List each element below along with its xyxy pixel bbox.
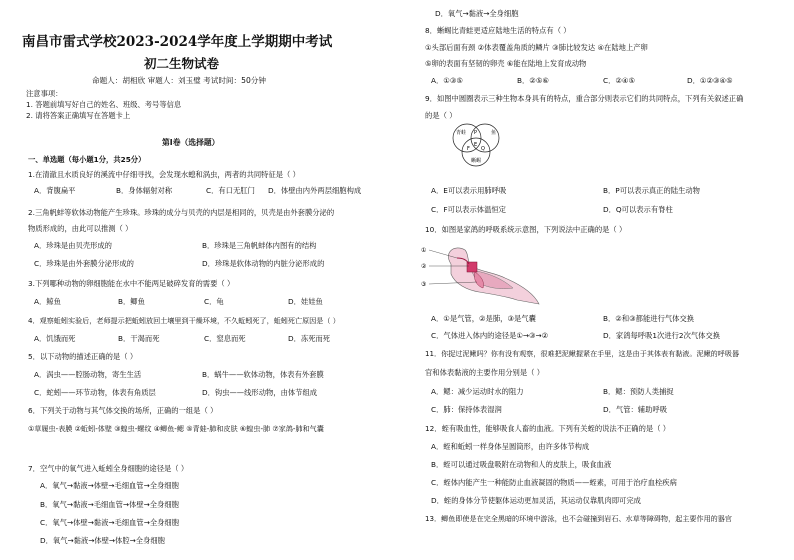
option: B．鲫鱼	[118, 297, 145, 306]
question-5: 5．以下动物的描述正确的是（ ）	[28, 352, 138, 361]
question-7: 7．空气中的氧气进入蚯蚓全身细胞的途径是（ ）	[28, 464, 189, 473]
notes-heading: 注意事项：	[26, 89, 63, 98]
option: A．珍珠是由贝壳形成的	[34, 241, 112, 250]
option: C．氧气→体壁→黏液→毛细血管→全身细胞	[40, 518, 180, 527]
option: D．氧气→黏液→体壁→体腔→全身细胞	[40, 536, 165, 545]
diagram-label: ①	[421, 247, 427, 254]
venn-label: 青蛙	[456, 130, 467, 136]
option: C．蛭体内能产生一种能防止血液凝固的物质——蛭素，可用于治疗血栓疾病	[431, 478, 677, 487]
question-3-options	[34, 297, 323, 306]
venn-diagram	[443, 117, 513, 171]
question-12: 12．蛭有吸血性，能够吸食人畜的血液。下列有关蛭的说法不正确的是（ ）	[425, 424, 671, 433]
question-11-options	[431, 387, 674, 396]
option: D．蛭的身体分节使躯体运动更加灵活，其运动仅靠肌肉即可完成	[431, 496, 641, 505]
question-11-options	[431, 405, 667, 414]
question-3: 3.下列哪种动物的卵细胞能在水中不能两足破碎发育的需要（ ）	[28, 279, 235, 288]
venn-label: Q	[481, 146, 485, 152]
option: B．P可以表示真正的陆生动物	[603, 186, 700, 195]
option: C．气体进入体内的途径是①→③→②	[431, 331, 549, 340]
question-8-options	[431, 76, 733, 85]
option: C．②④⑤	[603, 76, 636, 85]
question-9: 9．如图中圆圈表示三种生物本身具有的特点，重合部分则表示它们的共同特点，下列有关叙述正确	[425, 94, 744, 103]
question-9-options	[431, 186, 700, 195]
option: B．身体辐射对称	[116, 186, 173, 195]
option: C．蛇蚓——环节动物，体表有角质层	[34, 388, 156, 397]
question-8: 8．蜥蜴比青蛙更适应陆地生活的特点有（ ）	[425, 26, 571, 35]
venn-label: 鱼	[491, 130, 497, 136]
option: C．窒息而死	[204, 334, 246, 343]
option: A．①③⑤	[431, 76, 463, 85]
exam-meta: 命题人：胡相欣 审题人：刘玉璧 考试时间：50分钟	[92, 76, 266, 85]
option: A．鳃：减少运动时水的阻力	[431, 387, 524, 396]
option: B．氧气→黏液→毛细血管→体壁→全身细胞	[40, 500, 179, 509]
venn-label: E	[474, 142, 478, 148]
option: B．蜗牛——软体动物，体表有外套膜	[202, 370, 324, 379]
option: A．鲸鱼	[34, 297, 61, 306]
question-2-line1: 2.三角帆蚌等软体动物能产生珍珠。珍珠的成分与贝壳的内层是相同的，贝壳是由外套膜分泌的	[28, 208, 335, 217]
question-6-options: ①草履虫-表膜 ②蚯蚓-体壁 ③蝗虫-螺纹 ④鲫鱼-鳃 ⑤青蛙-肺和皮肤 ⑥蝗虫-肺 ⑦家鸽-肺和气囊	[28, 424, 324, 433]
question-9-line2: 的是（ ）	[425, 111, 457, 120]
option: D．娃娃鱼	[288, 297, 323, 306]
option: D．珍珠是软体动物的内脏分泌形成的	[202, 259, 325, 268]
option: D．家鸽每呼吸1次进行2次气体交换	[603, 331, 721, 340]
part-heading: 一、单选题（每小题1分，共25分）	[28, 155, 146, 164]
question-4: 4．观察蚯蚓实验后，老师提示把蚯蚓放回土壤里到干燥环境，不久蚯蚓死了，蚯蚓死亡原因是（ ）	[28, 316, 340, 325]
question-1: 1.在清澈且水质良好的溪流中仔细寻找，会发现水螅和涡虫，两者的共同特征是（ ）	[28, 170, 300, 179]
option: B．珍珠是三角帆蚌体内图有的结构	[202, 241, 317, 250]
question-2-options	[34, 259, 324, 268]
option: C．龟	[204, 297, 224, 306]
option: A．氧气→黏液→体壁→毛细血管→全身细胞	[40, 481, 179, 490]
question-11-line2: 官和体表黏液的主要作用分别是（ ）	[425, 368, 545, 377]
note-item: 1. 答题前填写好自己的姓名、班级、考号等信息	[26, 100, 182, 109]
pigeon-diagram	[421, 242, 541, 308]
option: C．有口无肛门	[206, 186, 255, 195]
question-6: 6．下列关于动物与其气体交换的场所，正确的一组是（ ）	[28, 406, 218, 415]
option: A．E可以表示用肺呼吸	[431, 186, 507, 195]
question-11: 11．你捉过泥鳅吗？你有没有观察，很难把泥鳅握紧在手里，这是由于其体表有黏液。泥鳅的呼吸器	[425, 349, 740, 358]
option: B．②⑤⑥	[517, 76, 549, 85]
pigeon-body	[448, 248, 539, 304]
option: D．体壁由内外两层细胞构成	[268, 186, 362, 195]
option: D．钩虫——线形动物，由体节组成	[202, 388, 318, 397]
question-5-options	[34, 370, 324, 379]
diagram-label: ②	[421, 263, 427, 270]
option: B．②和③都能进行气体交换	[603, 314, 695, 323]
question-2-line2: 物质形成的，由此可以推测（ ）	[28, 224, 133, 233]
exam-subtitle: 初二生物试卷	[144, 56, 220, 71]
question-4-options	[34, 334, 330, 343]
section-title: 第Ⅰ卷（选择题）	[162, 138, 220, 147]
option: C．珍珠是由外套膜分泌形成的	[34, 259, 134, 268]
note-item: 2. 请将答案正确填写在答题卡上	[26, 111, 131, 120]
option: A．饥饿而死	[34, 334, 76, 343]
question-8-statements: ①头部后面有颈 ②体表覆盖角质的鳞片 ③肺比较发达 ④在陆地上产卵	[425, 43, 648, 52]
question-5-options	[34, 388, 317, 397]
option: A．背腹扁平	[34, 186, 76, 195]
option: D．氧气→黏液→全身细胞	[435, 9, 519, 18]
question-8-statements: ⑤卵的表面有坚韧的卵壳 ⑥能在陆地上发育成动物	[425, 59, 587, 68]
option: D．①②③④⑤	[687, 76, 733, 85]
venn-label: P	[474, 130, 478, 136]
option: D．气管：辅助呼吸	[603, 405, 667, 414]
option: D．Q可以表示有脊柱	[603, 205, 673, 214]
option: B．蛭可以通过吸盘吸附在动物和人的皮肤上，吸食血液	[431, 460, 612, 469]
question-10: 10．如图是家鸽的呼吸系统示意图，下列说法中正确的是（ ）	[425, 225, 627, 234]
venn-label: 蜥蜴	[471, 158, 482, 164]
question-10-options	[431, 331, 720, 340]
option: B．鳃：预防人类捕捉	[603, 387, 674, 396]
exam-title: 南昌市雷式学校2023-2024学年度上学期期中考试	[22, 34, 333, 50]
option: A．①是气管，②是肺，③是气囊	[431, 314, 536, 323]
question-2-options	[34, 241, 316, 250]
question-9-options	[431, 205, 673, 214]
option: C．肺：保持体表湿润	[431, 405, 502, 414]
question-1-options	[34, 186, 361, 195]
question-13: 13．鲫鱼即使是在完全黑暗的环境中游泳，也不会碰撞到岩石、水草等障碍物，起主要作用的器官	[425, 514, 732, 523]
option: B．干渴而死	[118, 334, 160, 343]
option: D．冻死而死	[288, 334, 331, 343]
venn-label: F	[467, 146, 470, 152]
option: C．F可以表示体温恒定	[431, 205, 506, 214]
option: A．涡虫——腔肠动物，寄生生活	[34, 370, 142, 379]
question-10-options	[431, 314, 694, 323]
diagram-label: ③	[421, 281, 427, 288]
option: A．蛭和蚯蚓一样身体呈圆筒形，由许多体节构成	[431, 442, 590, 451]
